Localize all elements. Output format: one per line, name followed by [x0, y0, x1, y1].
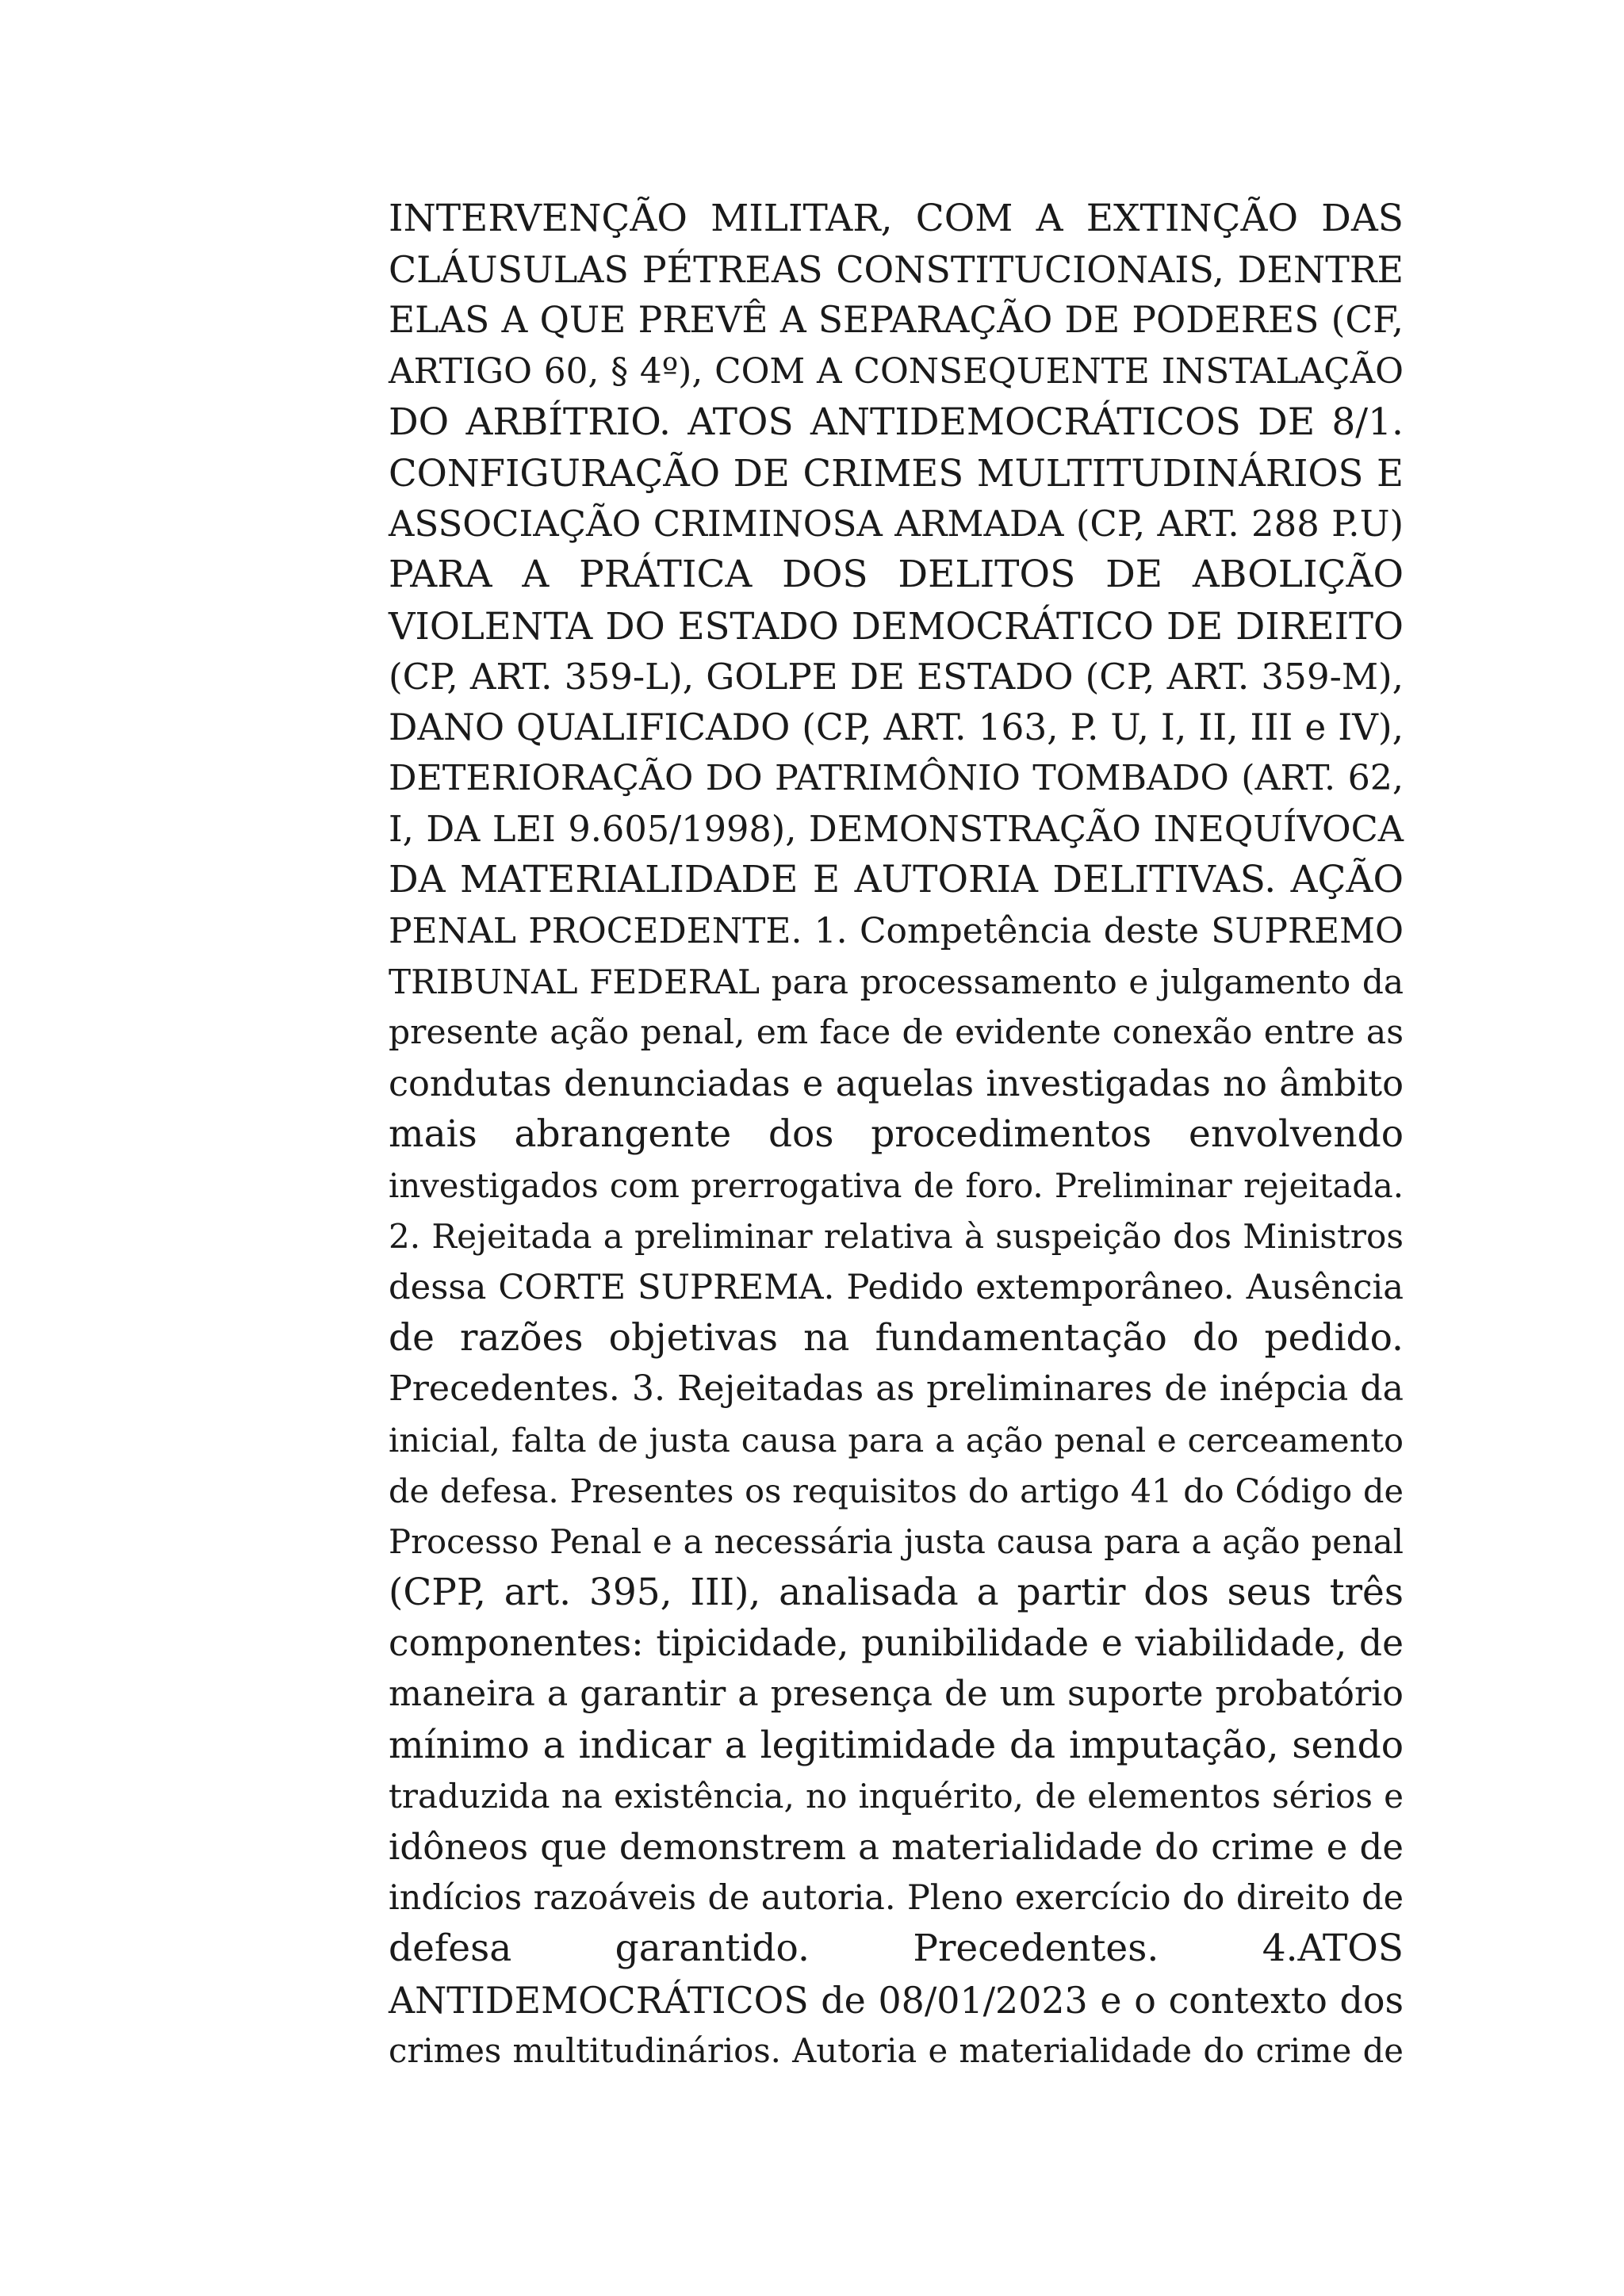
text-line: idôneos que demonstrem a materialidade do crime e de [389, 1826, 1404, 1868]
text-line: dessa CORTE SUPREMA. Pedido extemporâneo. Ausência [389, 1267, 1404, 1307]
text-line: Precedentes. 3. Rejeitadas as preliminares de inépcia da [389, 1368, 1404, 1410]
text-line: INTERVENÇÃO MILITAR, COM A EXTINÇÃO DAS [389, 197, 1404, 240]
text-line: de defesa. Presentes os requisitos do artigo 41 do Código de [389, 1471, 1404, 1510]
text-line: condutas denunciadas e aquelas investigadas no âmbito [389, 1063, 1404, 1105]
text-line: DO ARBÍTRIO. ATOS ANTIDEMOCRÁTICOS DE 8/1. [389, 400, 1404, 444]
text-line: TRIBUNAL FEDERAL para processamento e julgamento da [389, 962, 1404, 1001]
text-line: ASSOCIAÇÃO CRIMINOSA ARMADA (CP, ART. 288 P.U) [389, 503, 1404, 545]
text-line: DANO QUALIFICADO (CP, ART. 163, P. U, I, II, III e IV), [389, 706, 1404, 748]
text-line: CONFIGURAÇÃO DE CRIMES MULTITUDINÁRIOS E [389, 451, 1404, 495]
text-line: ANTIDEMOCRÁTICOS de 08/01/2023 e o contexto dos [389, 1978, 1404, 2022]
text-line: (CPP, art. 395, III), analisada a partir dos seus três [389, 1571, 1404, 1615]
text-line: de razões objetivas na fundamentação do pedido. [389, 1316, 1404, 1360]
text-line: indícios razoáveis de autoria. Pleno exercício do direito de [389, 1878, 1404, 1919]
text-line: DA MATERIALIDADE E AUTORIA DELITIVAS. AÇÃO [389, 858, 1404, 902]
text-line: PENAL PROCEDENTE. 1. Competência deste SUPREMO [389, 910, 1404, 951]
text-line: PARA A PRÁTICA DOS DELITOS DE ABOLIÇÃO [389, 553, 1404, 597]
text-line: VIOLENTA DO ESTADO DEMOCRÁTICO DE DIREITO [389, 604, 1404, 648]
text-line: Processo Penal e a necessária justa causa para a ação penal [389, 1521, 1404, 1561]
text-line: ARTIGO 60, § 4º), COM A CONSEQUENTE INSTALAÇÃO [389, 350, 1404, 392]
text-line: investigados com prerrogativa de foro. Preliminar rejeitada. [389, 1165, 1404, 1205]
text-line: DETERIORAÇÃO DO PATRIMÔNIO TOMBADO (ART. 62, [389, 758, 1404, 799]
text-line: mais abrangente dos procedimentos envolvendo [389, 1112, 1404, 1157]
text-line: mínimo a indicar a legitimidade da imputação, sendo [389, 1723, 1404, 1767]
text-line: maneira a garantir a presença de um suporte probatório [389, 1674, 1404, 1715]
text-line: crimes multitudinários. Autoria e materialidade do crime de [389, 2030, 1404, 2070]
text-line: I, DA LEI 9.605/1998), DEMONSTRAÇÃO INEQUÍVOCA [389, 809, 1404, 851]
document-body-text [389, 193, 1404, 2076]
text-line: ELAS A QUE PREVÊ A SEPARAÇÃO DE PODERES (CF, [389, 299, 1404, 342]
text-line: 2. Rejeitada a preliminar relativa à suspeição dos Ministros [389, 1216, 1404, 1256]
text-line: defesa garantido. Precedentes. 4.ATOS [389, 1927, 1404, 1971]
text-line: inicial, falta de justa causa para a ação penal e cerceamento [389, 1420, 1404, 1460]
text-line: CLÁUSULAS PÉTREAS CONSTITUCIONAIS, DENTRE [389, 248, 1404, 292]
text-line: presente ação penal, em face de evidente conexão entre as [389, 1013, 1404, 1052]
text-line: (CP, ART. 359-L), GOLPE DE ESTADO (CP, ART. 359-M), [389, 655, 1404, 698]
text-line: traduzida na existência, no inquérito, de elementos sérios e [389, 1776, 1404, 1816]
text-line: componentes: tipicidade, punibilidade e viabilidade, de [389, 1622, 1404, 1665]
